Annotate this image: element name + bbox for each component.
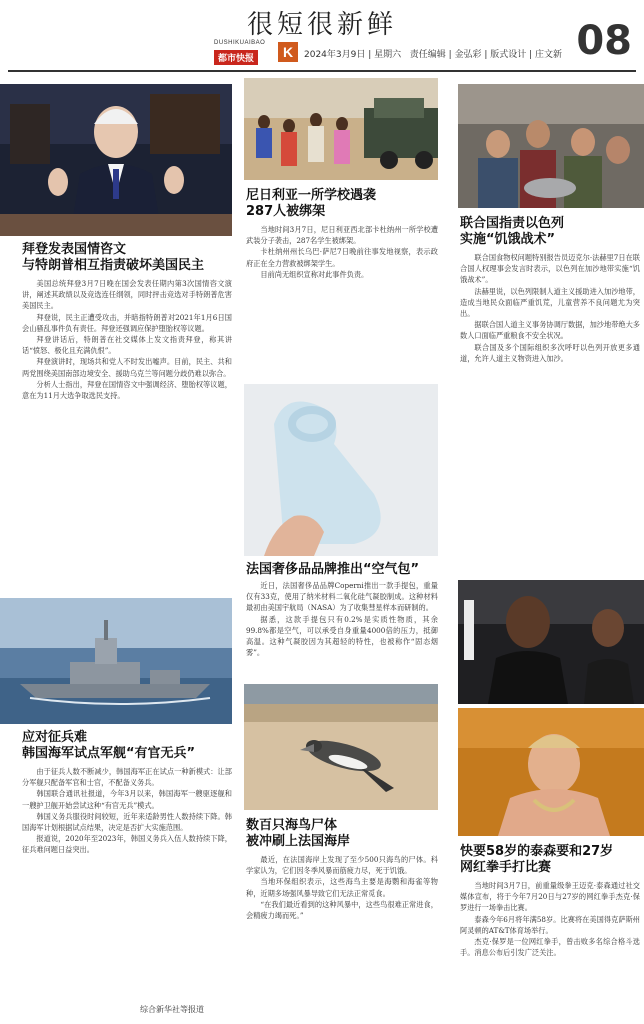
korea-paragraph: 由于征兵人数不断减少，韩国海军正在试点一种新模式：让部分军舰只配备军官和士官，不配备义务兵。 xyxy=(22,767,232,788)
masthead xyxy=(0,0,644,76)
brand-name: 都市快报 xyxy=(214,50,258,65)
nigeria-photo xyxy=(244,78,438,180)
air-bag-body xyxy=(246,580,438,680)
tyson-photo xyxy=(458,580,644,704)
page-number: 08 xyxy=(576,18,632,64)
seabird-paragraph: 最近，在法国海岸上发现了至少500只海鸟的尸体。科学家认为，它们因冬季风暴而筋疲力尽，死于饥饿。 xyxy=(246,855,438,876)
biden-paragraph: 拜登说，民主正遭受攻击，并暗指特朗普对2021年1月6日国会山骚乱事件负有责任。拜登还强调应保护堕胎权等议题。 xyxy=(22,312,232,333)
boxing-body xyxy=(460,880,640,1004)
seabird-paragraph: “在我们最近看到的这种风暴中，这些鸟很难正常进食，会精疲力竭而死。” xyxy=(246,899,438,921)
biden-body xyxy=(22,278,232,590)
korea-paragraph: 韩国义务兵服役时间较短，近年来适龄男性人数持续下降。韩国海军计划根据试点结果，决定是否扩大实施范围。 xyxy=(22,811,232,833)
korea-headline: 应对征兵难 韩国海军试点军舰“有官无兵” xyxy=(22,730,196,761)
seabird-headline: 数百只海鸟尸体 被冲刷上法国海岸 xyxy=(246,818,351,849)
brand-logo-icon: K xyxy=(278,42,298,62)
air-bag-paragraph: 据悉，这款手提包只有0.2%是实质性物质，其余99.8%都是空气，可以承受自身重量4000倍的压力，抵御高温。这种气凝胶因为其超轻的特性，也被称作“固态烟雾”。 xyxy=(246,614,438,658)
korea-paragraph: 韩国联合通讯社报道，今年3月以来，韩国海军一艘驱逐舰和一艘护卫舰开始尝试这种“有官无兵”模式。 xyxy=(22,789,232,810)
masthead-rule xyxy=(8,70,636,72)
editor-credits: 责任编辑 | 金弘彩 | 版式设计 | 庄文新 xyxy=(409,50,562,60)
biden-paragraph: 分析人士指出，拜登在国情咨文中强调经济、堕胎权等议题，意在为11月大选争取选民支持。 xyxy=(22,379,232,401)
nigeria-paragraph: 卡杜纳州州长乌巴·萨尼7日晚前往事发地视察，表示政府正在全力营救被绑架学生。 xyxy=(246,247,438,268)
korea-body xyxy=(22,766,232,996)
nigeria-paragraph: 目前尚无组织宣称对此事件负责。 xyxy=(260,269,369,279)
gaza-body xyxy=(460,252,640,570)
gaza-headline: 联合国指责以色列 实施“饥饿战术” xyxy=(460,216,565,247)
korea-paragraph: 报道说，2020年至2023年，韩国义务兵入伍人数持续下降，征兵难问题日益突出。 xyxy=(22,834,232,855)
gaza-paragraph: 联合国及多个国际组织多次呼吁以色列开放更多通道，允许人道主义物资进入加沙。 xyxy=(460,342,640,363)
warship-photo xyxy=(0,598,232,724)
section-title: 很短很新鲜 xyxy=(246,10,397,40)
news-credit: 综合新华社等报道 xyxy=(140,1005,204,1014)
jake-paul-photo xyxy=(458,708,644,836)
air-bag-photo xyxy=(244,384,438,556)
nigeria-body xyxy=(246,224,438,372)
boxing-paragraph: 当地时间3月7日，前重量级拳王迈克·泰森通过社交媒体宣布，将于今年7月20日与27岁的网红拳手杰克·保罗进行一场拳击比赛。 xyxy=(460,881,640,913)
date: 2024年3月9日 | 星期六 xyxy=(304,50,402,60)
seabird-paragraph: 当地环保组织表示，这些海鸟主要是海鹦和海雀等物种，近期多场强风暴导致它们无法正常觅食。 xyxy=(246,877,438,898)
air-bag-headline: 法国奢侈品品牌推出“空气包” xyxy=(246,562,420,577)
nigeria-paragraph: 当地时间3月7日，尼日利亚西北部卡杜纳州一所学校遭武装分子袭击，287名学生被绑架。 xyxy=(246,225,438,246)
dateline xyxy=(304,47,562,60)
nigeria-headline: 尼日利亚一所学校遇袭 287人被绑架 xyxy=(246,188,377,219)
boxing-paragraph: 泰森今年6月将年满58岁。比赛将在美国得克萨斯州阿灵顿的AT&T体育场举行。 xyxy=(460,914,640,935)
air-bag-paragraph: 近日，法国奢侈品品牌Coperni推出一款手提包，重量仅有33克，使用了纳米材料二氧化硅气凝胶制成。这种材料最初由美国宇航局（NASA）为了收集彗星样本而研制的。 xyxy=(246,581,438,613)
biden-paragraph: 拜登演讲时，现场共和党人不时发出嘘声。目前，民主、共和两党围绕美国南部边境安全、援助乌克兰等问题分歧仍难以弥合。 xyxy=(22,357,232,378)
boxing-paragraph: 杰克·保罗是一位网红拳手，曾击败多名综合格斗选手。消息公布后引发广泛关注。 xyxy=(460,937,640,958)
gaza-photo xyxy=(458,84,644,208)
seabird-body xyxy=(246,854,438,1000)
gaza-paragraph: 联合国食物权问题特别报告员迈克尔·法赫里7日在联合国人权理事会发言时表示，以色列在加沙地带实施“饥饿战术”。 xyxy=(460,253,640,285)
gaza-paragraph: 据联合国人道主义事务协调厅数据，加沙地带绝大多数人口面临严重粮食不安全状况。 xyxy=(460,320,640,341)
gaza-paragraph: 法赫里说，以色列限制人道主义援助进入加沙地带，造成当地民众面临严重饥荒，儿童营养不良问题尤为突出。 xyxy=(460,286,640,319)
biden-headline: 拜登发表国情咨文 与特朗普相互指责破坏美国民主 xyxy=(22,242,205,273)
boxing-headline: 快要58岁的泰森要和27岁 网红拳手打比赛 xyxy=(460,844,614,875)
brand xyxy=(214,40,272,65)
biden-paragraph: 拜登讲话后，特朗普在社交媒体上发文指责拜登，称其讲话“愤怒、极化且充满仇恨”。 xyxy=(22,335,232,356)
brand-pinyin: DUSHIKUAIBAO xyxy=(214,40,266,46)
biden-paragraph: 美国总统拜登3月7日晚在国会发表任期内第3次国情咨文演讲，阐述其政绩以及竞选连任纲领，同时抨击竞选对手特朗普危害美国民主。 xyxy=(22,279,232,311)
seabird-photo xyxy=(244,684,438,810)
biden-photo xyxy=(0,84,232,236)
